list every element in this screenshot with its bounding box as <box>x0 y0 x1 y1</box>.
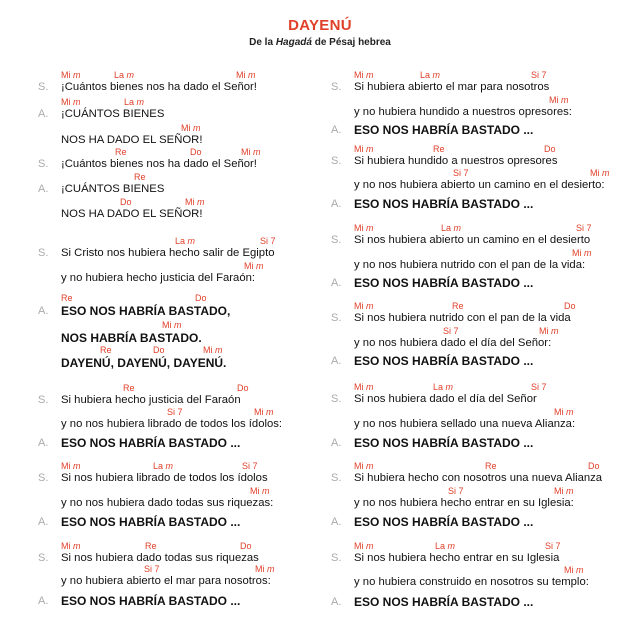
chord-symbol: Mi m <box>162 320 182 330</box>
chord-symbol: La m <box>124 97 145 107</box>
chord-symbol: Si 7 <box>576 223 592 233</box>
chord-symbol: Mi m <box>203 345 223 355</box>
soloist-label: S. <box>38 394 49 406</box>
soloist-label: S. <box>38 158 49 170</box>
chord-symbol: Re <box>433 144 445 154</box>
assembly-label: A. <box>38 305 49 317</box>
chord-symbol: Re <box>145 541 157 551</box>
chord-symbol: Re <box>115 147 127 157</box>
assembly-label: A. <box>331 437 342 449</box>
chord-symbol: Mi m <box>185 197 205 207</box>
chord-symbol: Mi m <box>572 248 592 258</box>
antiphon-line: ESO NOS HABRÍA BASTADO ... <box>354 436 534 450</box>
lyric-line: y no hubiera abierto el mar para nosotros: <box>61 575 271 587</box>
chord-symbol: Mi m <box>354 382 374 392</box>
assembly-label: A. <box>331 516 342 528</box>
chord-symbol: La m <box>175 236 196 246</box>
antiphon-line: NOS HABRÍA BASTADO. <box>61 331 202 345</box>
soloist-label: S. <box>331 234 342 246</box>
lyric-line: NOS HA DADO EL SEÑOR! <box>61 208 203 220</box>
subtitle-prefix: De la <box>249 37 276 48</box>
lyric-line: y no nos hubiera abierto un camino en el desierto: <box>354 179 605 191</box>
subtitle-suffix: de Pésaj hebrea <box>311 37 391 48</box>
lyric-line: ¡Cuántos bienes nos ha dado el Señor! <box>61 81 257 93</box>
lyric-line: Si hubiera hecho con nosotros una nueva Alianza <box>354 472 603 484</box>
assembly-label: A. <box>331 355 342 367</box>
soloist-label: S. <box>331 552 342 564</box>
lyric-line: Si hubiera abierto el mar para nosotros <box>354 81 550 93</box>
antiphon-line: ESO NOS HABRÍA BASTADO ... <box>354 276 534 290</box>
chord-symbol: Mi m <box>255 564 275 574</box>
song-title: DAYENÚ <box>288 17 352 34</box>
antiphon-line: ESO NOS HABRÍA BASTADO ... <box>354 595 534 609</box>
assembly-label: A. <box>331 277 342 289</box>
chord-symbol: Do <box>564 301 576 311</box>
lyric-line: y no hubiera construido en nosotros su templo: <box>354 576 589 588</box>
chord-symbol: Re <box>485 461 497 471</box>
lyric-line: Si hubiera hundido a nuestros opresores <box>354 155 558 167</box>
chord-symbol: Si 7 <box>443 326 459 336</box>
antiphon-line: ESO NOS HABRÍA BASTADO ... <box>354 354 534 368</box>
chord-symbol: Mi m <box>250 486 270 496</box>
chord-symbol: Re <box>134 172 146 182</box>
chord-symbol: Si 7 <box>545 541 561 551</box>
lyric-line: ¡CUÁNTOS BIENES <box>61 183 165 195</box>
soloist-label: S. <box>38 81 49 93</box>
lyric-line: Si nos hubiera abierto un camino en el desierto <box>354 234 591 246</box>
soloist-label: S. <box>331 472 342 484</box>
chord-symbol: Mi m <box>61 97 81 107</box>
lyric-line: y no nos hubiera librado de todos los ídolos: <box>61 418 283 430</box>
lyric-line: Si nos hubiera librado de todos los ídolos <box>61 472 268 484</box>
song-subtitle <box>0 37 640 48</box>
soloist-label: S. <box>331 155 342 167</box>
lyric-line: Si nos hubiera hecho entrar en su Iglesia <box>354 552 560 564</box>
chord-symbol: Do <box>237 383 249 393</box>
chord-symbol: Re <box>452 301 464 311</box>
chord-symbol: Si 7 <box>242 461 258 471</box>
subtitle-italic: Hagadá <box>275 37 312 48</box>
chord-symbol: Mi m <box>241 147 261 157</box>
assembly-label: A. <box>331 124 342 136</box>
lyric-line: NOS HA DADO EL SEÑOR! <box>61 134 203 146</box>
chord-symbol: Mi m <box>564 565 584 575</box>
lyric-line: y no nos hubiera dado todas sus riquezas: <box>61 497 274 509</box>
assembly-label: A. <box>38 595 49 607</box>
chord-symbol: Mi m <box>590 168 610 178</box>
lyric-line: Si nos hubiera dado todas sus riquezas <box>61 552 259 564</box>
lyric-line: y no nos hubiera dado el día del Señor: <box>354 337 552 349</box>
antiphon-line: ESO NOS HABRÍA BASTADO, <box>61 304 231 318</box>
assembly-label: A. <box>38 437 49 449</box>
lyric-line: Si Cristo nos hubiera hecho salir de Egipto <box>61 247 275 259</box>
chord-symbol: Mi m <box>181 123 201 133</box>
antiphon-line: ESO NOS HABRÍA BASTADO ... <box>354 123 534 137</box>
chord-symbol: Re <box>61 293 73 303</box>
chord-symbol: Mi m <box>61 461 81 471</box>
chord-symbol: Si 7 <box>167 407 183 417</box>
assembly-label: A. <box>38 183 49 195</box>
chord-symbol: Si 7 <box>260 236 276 246</box>
soloist-label: S. <box>38 472 49 484</box>
soloist-label: S. <box>38 552 49 564</box>
lyric-line: ¡Cuántos bienes nos ha dado el Señor! <box>61 158 257 170</box>
chord-symbol: Mi m <box>554 407 574 417</box>
chord-symbol: Mi m <box>549 95 569 105</box>
lyric-line: y no nos hubiera hecho entrar en su Iglesia: <box>354 497 574 509</box>
chord-symbol: Mi m <box>354 301 374 311</box>
chord-symbol: Do <box>195 293 207 303</box>
chord-symbol: Do <box>544 144 556 154</box>
antiphon-line: ESO NOS HABRÍA BASTADO ... <box>354 197 534 211</box>
lyric-line: y no nos hubiera sellado una nueva Alianza: <box>354 418 576 430</box>
chord-symbol: La m <box>441 223 462 233</box>
chord-symbol: Mi m <box>354 541 374 551</box>
soloist-label: S. <box>38 247 49 259</box>
chord-symbol: La m <box>433 382 454 392</box>
lyric-line: ¡CUÁNTOS BIENES <box>61 108 165 120</box>
lyric-line: Si nos hubiera nutrido con el pan de la vida <box>354 312 571 324</box>
chord-symbol: Do <box>153 345 165 355</box>
chord-symbol: Si 7 <box>531 70 547 80</box>
chord-symbol: Do <box>240 541 252 551</box>
soloist-label: S. <box>331 81 342 93</box>
chord-symbol: Re <box>123 383 135 393</box>
chord-symbol: La m <box>153 461 174 471</box>
chord-symbol: Mi m <box>354 70 374 80</box>
chord-symbol: Mi m <box>61 70 81 80</box>
assembly-label: A. <box>331 596 342 608</box>
lyric-line: y no hubiera hecho justicia del Faraón: <box>61 272 256 284</box>
antiphon-line: ESO NOS HABRÍA BASTADO ... <box>61 594 241 608</box>
chord-symbol: Si 7 <box>453 168 469 178</box>
chord-symbol: Mi m <box>539 326 559 336</box>
chord-symbol: Mi m <box>354 144 374 154</box>
chord-symbol: Re <box>100 345 112 355</box>
antiphon-line: DAYENÚ, DAYENÚ, DAYENÚ. <box>61 356 227 370</box>
chord-symbol: La m <box>114 70 135 80</box>
lyric-line: Si nos hubiera dado el día del Señor <box>354 393 537 405</box>
chord-symbol: Si 7 <box>448 486 464 496</box>
lyric-line: y no hubiera hundido a nuestros opresores: <box>354 106 572 118</box>
chord-symbol: Do <box>190 147 202 157</box>
chord-symbol: La m <box>420 70 441 80</box>
assembly-label: A. <box>38 516 49 528</box>
chord-symbol: Mi m <box>254 407 274 417</box>
chord-symbol: Mi m <box>354 223 374 233</box>
chord-symbol: Mi m <box>61 541 81 551</box>
chord-symbol: Si 7 <box>144 564 160 574</box>
assembly-label: A. <box>331 198 342 210</box>
chord-symbol: Mi m <box>236 70 256 80</box>
antiphon-line: ESO NOS HABRÍA BASTADO ... <box>61 515 241 529</box>
antiphon-line: ESO NOS HABRÍA BASTADO ... <box>61 436 241 450</box>
chord-symbol: Mi m <box>244 261 264 271</box>
chord-symbol: Mi m <box>354 461 374 471</box>
lyric-line: Si hubiera hecho justicia del Faraón <box>61 394 241 406</box>
assembly-label: A. <box>38 108 49 120</box>
chord-symbol: La m <box>435 541 456 551</box>
soloist-label: S. <box>331 312 342 324</box>
chord-symbol: Do <box>588 461 600 471</box>
chord-symbol: Mi m <box>554 486 574 496</box>
soloist-label: S. <box>331 393 342 405</box>
chord-symbol: Do <box>120 197 132 207</box>
lyric-line: y no nos hubiera nutrido con el pan de la vida: <box>354 259 586 271</box>
chord-symbol: Si 7 <box>531 382 547 392</box>
antiphon-line: ESO NOS HABRÍA BASTADO ... <box>354 515 534 529</box>
